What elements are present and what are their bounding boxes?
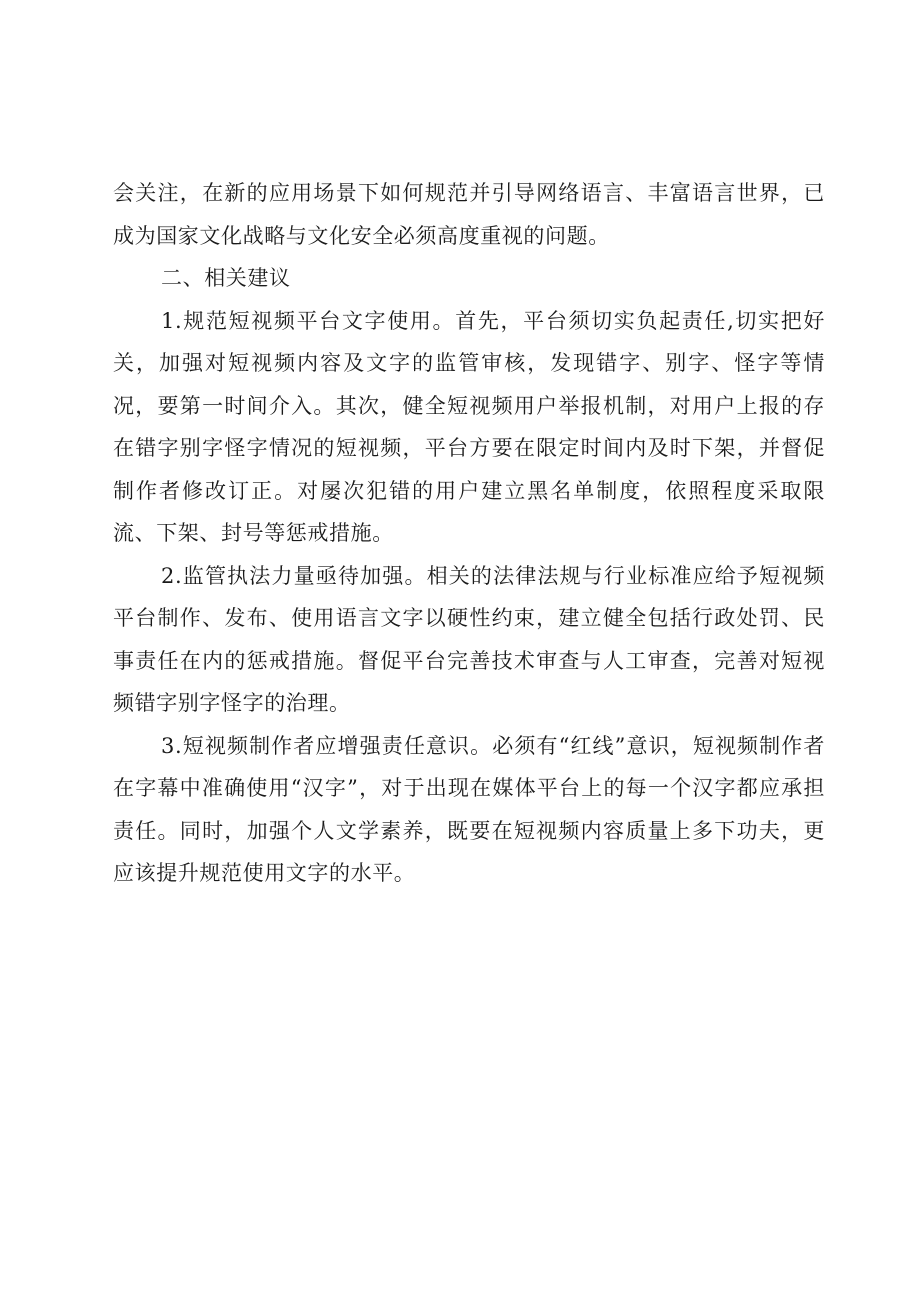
paragraph-continuation: 会关注，在新的应用场景下如何规范并引导网络语言、丰富语言世界，已成为国家文化战略与文化安全必须高度重视的问题。 <box>113 181 825 248</box>
paragraph-suggestion-3: 3.短视频制作者应增强责任意识。必须有“红线”意识，短视频制作者在字幕中准确使用“汉字”，对于出现在媒体平台上的每一个汉字都应承担责任。同时，加强个人文学素养，既要在短视频内容质量上多下功夫，更应该提升规范使用文字的水平。 <box>113 733 825 885</box>
paragraph-suggestion-2: 2.监管执法力量亟待加强。相关的法律法规与行业标准应给予短视频平台制作、发布、使用语言文字以硬性约束，建立健全包括行政处罚、民事责任在内的惩戒措施。督促平台完善技术审查与人工审查，完善对短视频错字别字怪字的治理。 <box>113 563 825 715</box>
paragraph-suggestion-1: 1.规范短视频平台文字使用。首先，平台须切实负起责任,切实把好关，加强对短视频内容及文字的监管审核，发现错字、别字、怪字等情况，要第一时间介入。其次，健全短视频用户举报机制，对用户上报的存在错字别字怪字情况的短视频，平台方要在限定时间内及时下架，并督促制作者修改订正。对屡次犯错的用户建立黑名单制度，依照程度采取限流、下架、封号等惩戒措施。 <box>113 308 825 545</box>
section-heading: 二、相关建议 <box>161 266 291 290</box>
document-body <box>113 172 825 895</box>
